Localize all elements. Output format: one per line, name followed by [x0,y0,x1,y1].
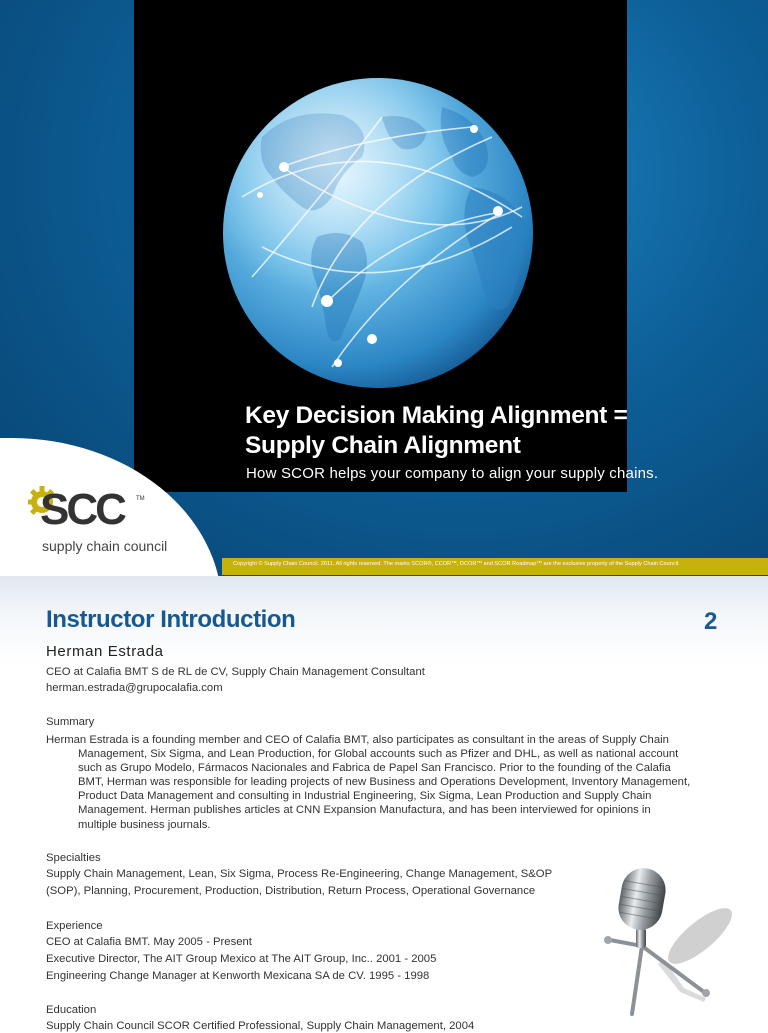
instructor-role: CEO at Calafia BMT S de RL de CV, Supply Chain Management Consultant [46,666,425,678]
summary-line: Management. Herman publishes articles at CNN Expansion Manufactura, and has been interviewed for opinions in [78,804,651,817]
summary-line: Product Data Management and consulting in Industrial Engineering, Six Sigma, Lean Production and Supply Chain [78,790,652,803]
logo-wordmark: SCC [40,485,124,534]
experience-item: Executive Director, The AIT Group Mexico at The AIT Group, Inc.. 2001 - 2005 [46,953,437,965]
globe-image [222,77,534,389]
summary-heading: Summary [46,716,95,728]
specialties-line: (SOP), Planning, Procurement, Production, Distribution, Return Process, Operational Governance [46,885,536,897]
summary-body [46,733,726,832]
microphone-image [596,864,746,1024]
logo-tagline: supply chain council [42,538,168,554]
summary-line: Management, Six Sigma, and Lean Production, for Global accounts such as Pfizer and DHL, as well as national account [78,748,679,761]
education-item: Supply Chain Council SCOR Certified Professional, Supply Chain Management, 2004 [46,1020,475,1032]
experience-item: CEO at Calafia BMT. May 2005 - Present [46,936,252,948]
slide-subtitle: How SCOR helps your company to align your supply chains. [246,465,659,482]
copyright-text: Copyright © Supply Chain Council. 2011. All rights reserved. The marks SCOR®, CCOR™, DCOR™ and SCOR Roadmap™ are the exclusive property of the Supply Chain Council. [233,561,680,567]
instructor-email: herman.estrada@grupocalafia.com [46,682,223,694]
scc-logo [26,484,186,560]
slide-heading: Instructor Introduction [46,606,296,633]
instructor-slide [0,576,768,1032]
slide-title-line-1: Key Decision Making Alignment = [245,402,628,429]
summary-line: such as Grupo Modelo, Fármacos Nacionales and Fabrica de Papel San Francisco. Prior to the founding of the Calafia [78,762,671,775]
experience-heading: Experience [46,920,103,932]
slide-title-line-2: Supply Chain Alignment [245,432,521,459]
logo-trademark: TM [136,496,145,502]
experience-item: Engineering Change Manager at Kenworth Mexicana SA de CV. 1995 - 1998 [46,970,430,982]
instructor-name: Herman Estrada [46,643,164,660]
summary-line: multiple business journals. [78,818,211,831]
specialties-heading: Specialties [46,852,101,864]
slide-title [245,401,715,461]
education-heading: Education [46,1004,97,1016]
page-number: 2 [704,608,718,635]
specialties-line: Supply Chain Management, Lean, Six Sigma, Process Re-Engineering, Change Management, S&OP [46,868,553,880]
summary-line: BMT, Herman was responsible for leading projects of new Business and Operations Development, Inventory Management, [78,776,691,789]
summary-line: Herman Estrada is a founding member and CEO of Calafia BMT, also participates as consultant in the areas of Supply Chain [46,734,669,746]
